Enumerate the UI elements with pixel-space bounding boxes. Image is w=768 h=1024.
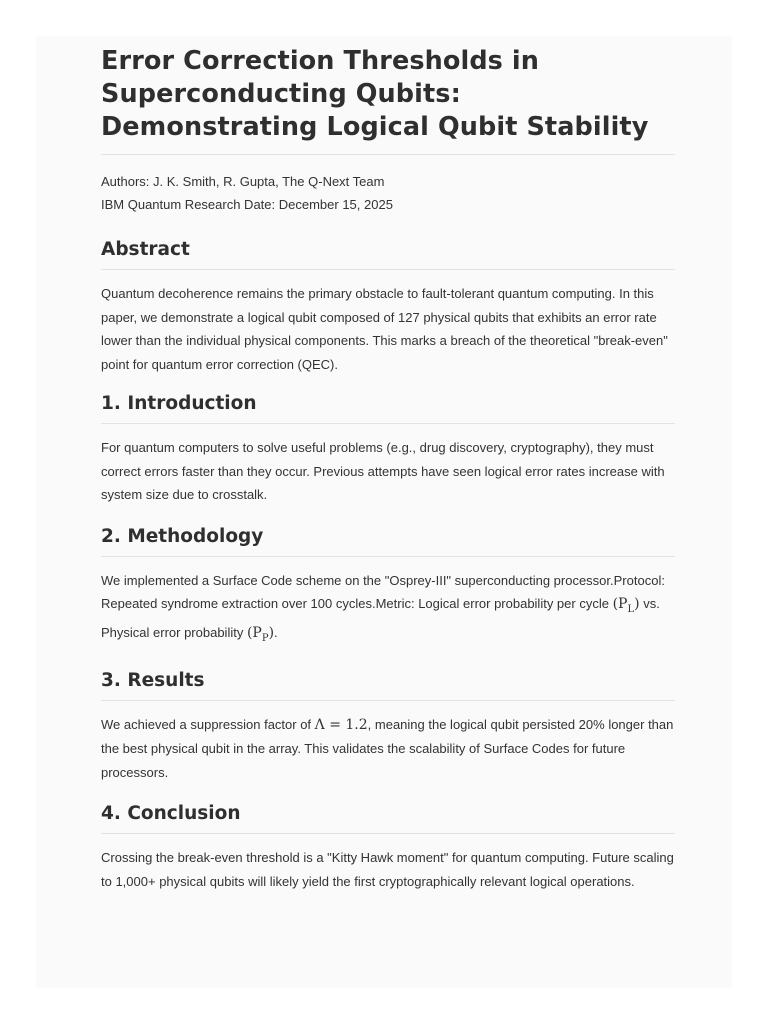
suppression-factor-expression: Λ = 1.2 <box>314 716 368 733</box>
section-divider <box>101 700 675 701</box>
results-text-part: We achieved a suppression factor of <box>101 716 315 732</box>
logical-error-symbol: $(P_L)$ <box>612 596 640 615</box>
abstract-heading: Abstract <box>101 239 190 260</box>
abstract-section <box>101 238 675 376</box>
physical-error-symbol: $(P_P)$ <box>246 625 275 645</box>
introduction-heading: 1. Introduction <box>101 393 257 414</box>
results-heading: 3. Results <box>101 669 205 691</box>
methodology-text-part: We implemented a Surface Code scheme on the "Osprey-III" superconducting processor.Protocol: Repeated syndrome extraction over 100 cycles.Metric: Logical error probability per cycle <box>101 572 665 611</box>
results-text-part: , meaning the logical qubit persisted 20% longer than the best physical qubit in the array. This validates the scalability of Surface Codes for future processors. <box>101 716 674 780</box>
section-divider <box>101 833 675 834</box>
authors-line: Authors: J. K. Smith, R. Gupta, The Q-Next Team <box>101 174 385 189</box>
methodology-text <box>101 569 675 651</box>
results-section <box>101 669 675 785</box>
conclusion-section <box>101 802 675 893</box>
section-divider <box>101 423 675 424</box>
conclusion-heading: 4. Conclusion <box>101 803 241 825</box>
methodology-text-part: . <box>274 625 278 641</box>
affiliation-date-line: IBM Quantum Research Date: December 15, 2025 <box>101 197 393 212</box>
paper-content <box>101 45 675 893</box>
methodology-section <box>101 525 675 651</box>
methodology-heading: 2. Methodology <box>101 525 264 547</box>
methodology-text-part: vs. Physical error probability <box>101 596 660 641</box>
abstract-text: Quantum decoherence remains the primary obstacle to fault-tolerant quantum computing. In this paper, we demonstrate a logical qubit composed of 127 physical qubits that exhibits an error rate lower than the individual physical components. This marks a breach of the theoretical "break-even" point for quantum error correction (QEC). <box>101 286 668 372</box>
introduction-text: For quantum computers to solve useful problems (e.g., drug discovery, cryptography), they must correct errors faster than they occur. Previous attempts have seen logical error rates increase with system size due to crosstalk. <box>101 440 665 502</box>
section-divider <box>101 556 675 557</box>
section-divider <box>101 269 675 270</box>
results-text <box>101 713 675 785</box>
paper-title: Error Correction Thresholds in Superconducting Qubits: Demonstrating Logical Qubit Stability <box>101 46 649 142</box>
paper-page <box>36 36 732 988</box>
title-divider <box>101 154 675 155</box>
introduction-section <box>101 392 675 507</box>
paper-meta <box>101 170 675 216</box>
conclusion-text: Crossing the break-even threshold is a "Kitty Hawk moment" for quantum computing. Future scaling to 1,000+ physical qubits will likely yield the first cryptographically relevant logical operations. <box>101 850 674 889</box>
